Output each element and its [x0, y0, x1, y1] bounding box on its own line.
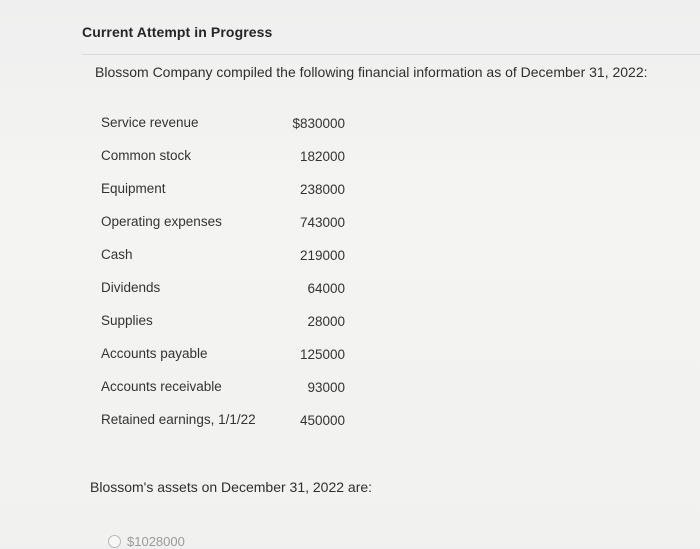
row-label: Cash [101, 247, 133, 262]
table-row [95, 174, 365, 207]
table-row [95, 108, 365, 141]
row-value: 28000 [307, 314, 345, 329]
row-value: 64000 [307, 281, 345, 296]
row-value: 93000 [307, 380, 345, 395]
row-label: Service revenue [101, 115, 199, 130]
row-label: Equipment [101, 181, 166, 196]
header-divider [82, 54, 700, 55]
problem-intro-text: Blossom Company compiled the following financial information as of December 31, 2022: [95, 64, 648, 80]
row-label: Retained earnings, 1/1/22 [101, 412, 256, 427]
row-value: 238000 [299, 182, 345, 197]
table-row [95, 306, 365, 339]
table-row [95, 339, 365, 372]
row-value: $830000 [292, 116, 345, 131]
table-row [95, 141, 365, 174]
row-label: Common stock [101, 148, 192, 163]
row-label: Accounts payable [101, 346, 208, 361]
row-value: 743000 [299, 215, 345, 230]
table-row [95, 207, 365, 240]
financial-info-table [95, 108, 365, 438]
table-row [95, 372, 365, 405]
question-prompt: Blossom's assets on December 31, 2022 are: [90, 479, 373, 495]
row-value: 125000 [299, 347, 345, 362]
answer-option[interactable] [108, 534, 185, 549]
table-row [95, 273, 365, 306]
row-label: Accounts receivable [101, 379, 222, 394]
table-row [95, 240, 365, 273]
row-value: 182000 [299, 149, 345, 164]
radio-button[interactable] [108, 535, 121, 548]
row-label: Operating expenses [101, 214, 222, 229]
row-label: Dividends [101, 280, 161, 295]
answer-option-label: $1028000 [127, 534, 185, 549]
row-value: 450000 [299, 413, 345, 428]
table-row [95, 405, 365, 438]
row-label: Supplies [101, 313, 153, 328]
attempt-status-heading: Current Attempt in Progress [82, 24, 273, 40]
row-value: 219000 [299, 248, 345, 263]
